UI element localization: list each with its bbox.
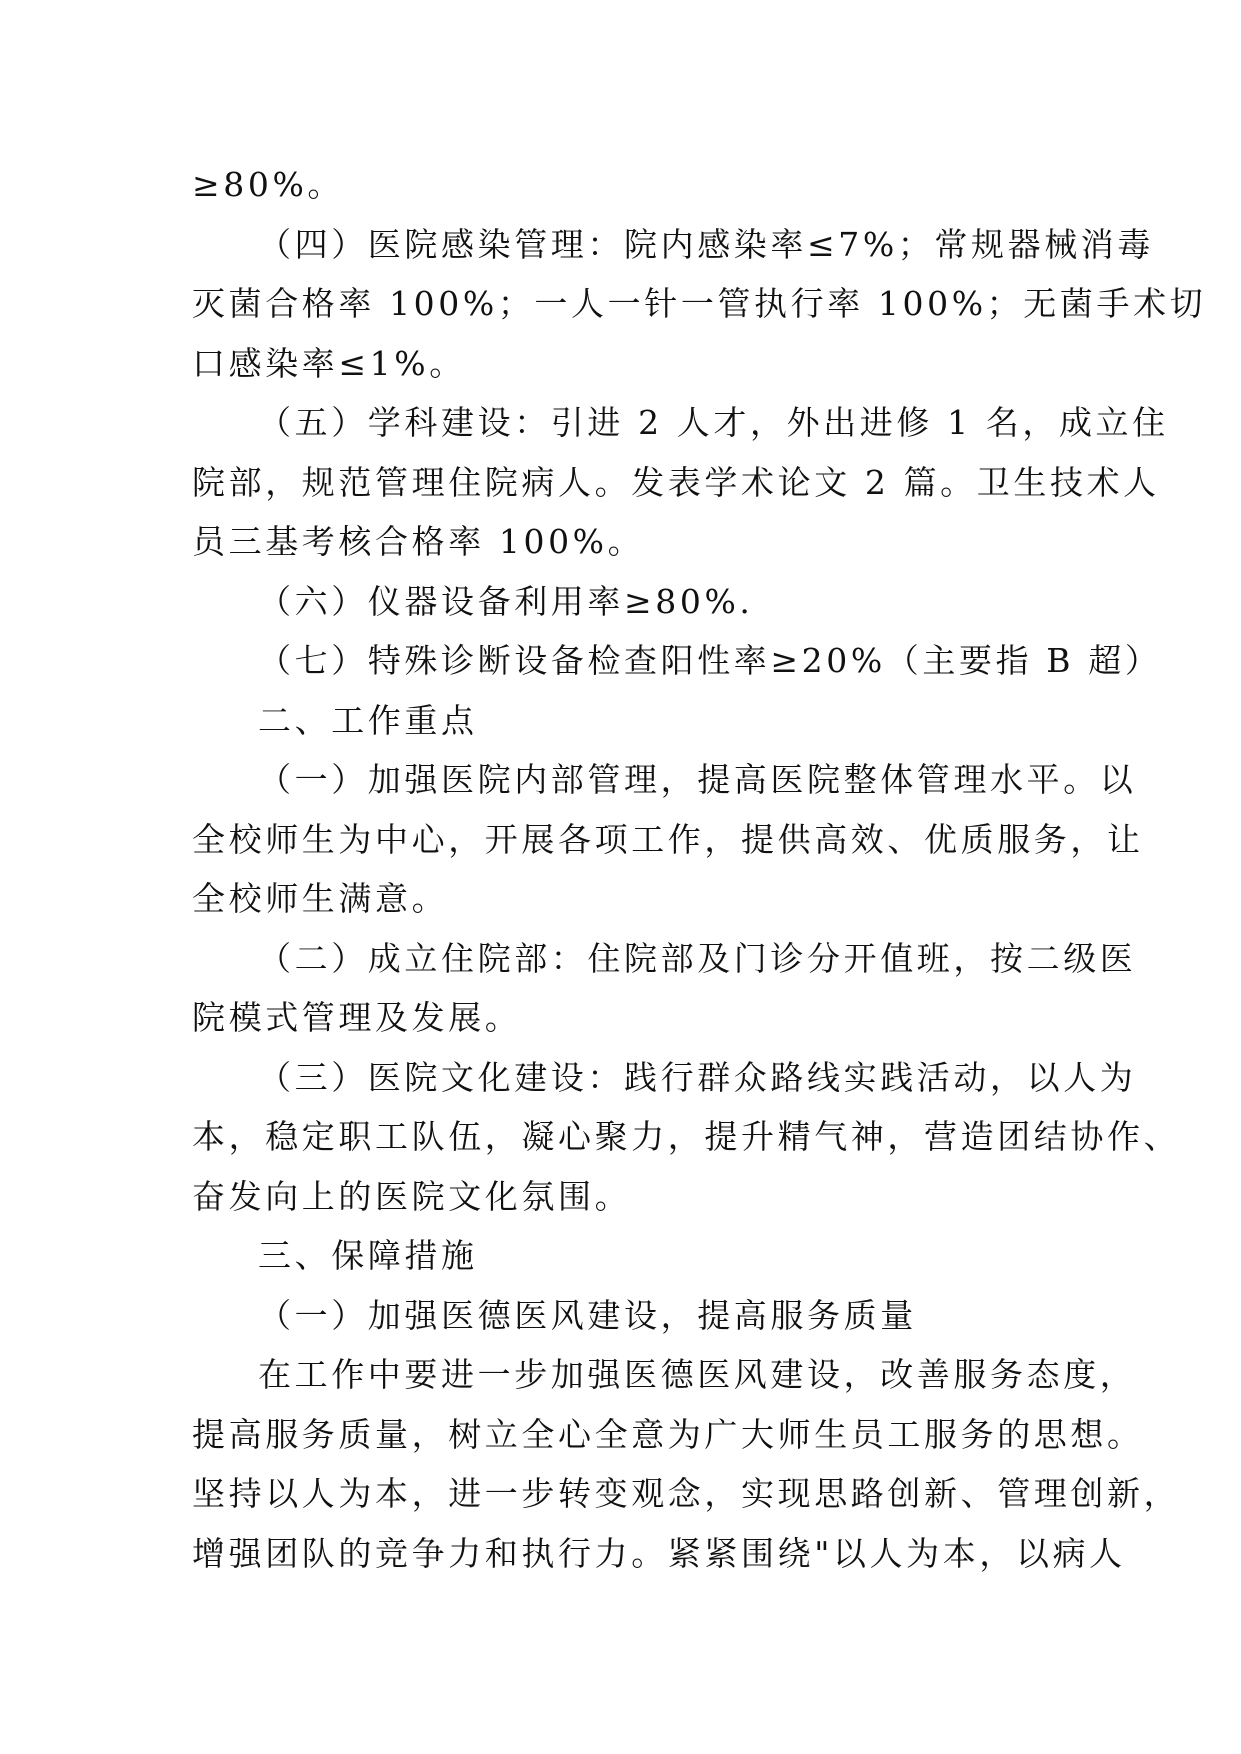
- text-line: （四）医院感染管理：院内感染率≤7%；常规器械消毒: [258, 224, 1155, 264]
- text-line: 灭菌合格率 100%；一人一针一管执行率 100%；无菌手术切: [192, 284, 1207, 323]
- text-line: 增强团队的竞争力和执行力。紧紧围绕"以人为本，以病人: [192, 1533, 1126, 1573]
- text-line: 口感染率≤1%。: [192, 343, 466, 383]
- text-line: 奋发向上的医院文化氛围。: [192, 1176, 632, 1216]
- section-heading: 二、工作重点: [258, 700, 478, 740]
- document-body: [192, 155, 1207, 1583]
- text-line: 本，稳定职工队伍，凝心聚力，提升精气神，营造团结协作、: [192, 1117, 1181, 1156]
- text-line: 提高服务质量，树立全心全意为广大师生员工服务的思想。: [192, 1414, 1144, 1454]
- subsection-heading: （一）加强医德医风建设，提高服务质量: [258, 1295, 917, 1335]
- text-line: 在工作中要进一步加强医德医风建设，改善服务态度，: [258, 1355, 1137, 1394]
- text-line: 全校师生为中心，开展各项工作，提供高效、优质服务，让: [192, 819, 1144, 859]
- text-line: ≥80%。: [192, 165, 344, 204]
- text-line: 坚持以人为本，进一步转变观念，实现思路创新、管理创新，: [192, 1474, 1181, 1513]
- text-line: （二）成立住院部：住院部及门诊分开值班，按二级医: [258, 938, 1137, 978]
- text-line: （六）仪器设备利用率≥80%.: [258, 581, 754, 621]
- section-heading: 三、保障措施: [258, 1236, 478, 1275]
- text-line: （七）特殊诊断设备检查阳性率≥20%（主要指 B 超）: [258, 641, 1162, 680]
- text-line: （五）学科建设：引进 2 人才，外出进修 1 名，成立住: [258, 403, 1169, 442]
- text-line: 员三基考核合格率 100%。: [192, 522, 645, 561]
- text-line: （一）加强医院内部管理，提高医院整体管理水平。以: [258, 760, 1137, 799]
- text-line: 院模式管理及发展。: [192, 998, 522, 1037]
- text-line: 全校师生满意。: [192, 879, 449, 918]
- text-line: （三）医院文化建设：践行群众路线实践活动，以人为: [258, 1057, 1137, 1097]
- text-line: 院部，规范管理住院病人。发表学术论文 2 篇。卫生技术人: [192, 462, 1160, 502]
